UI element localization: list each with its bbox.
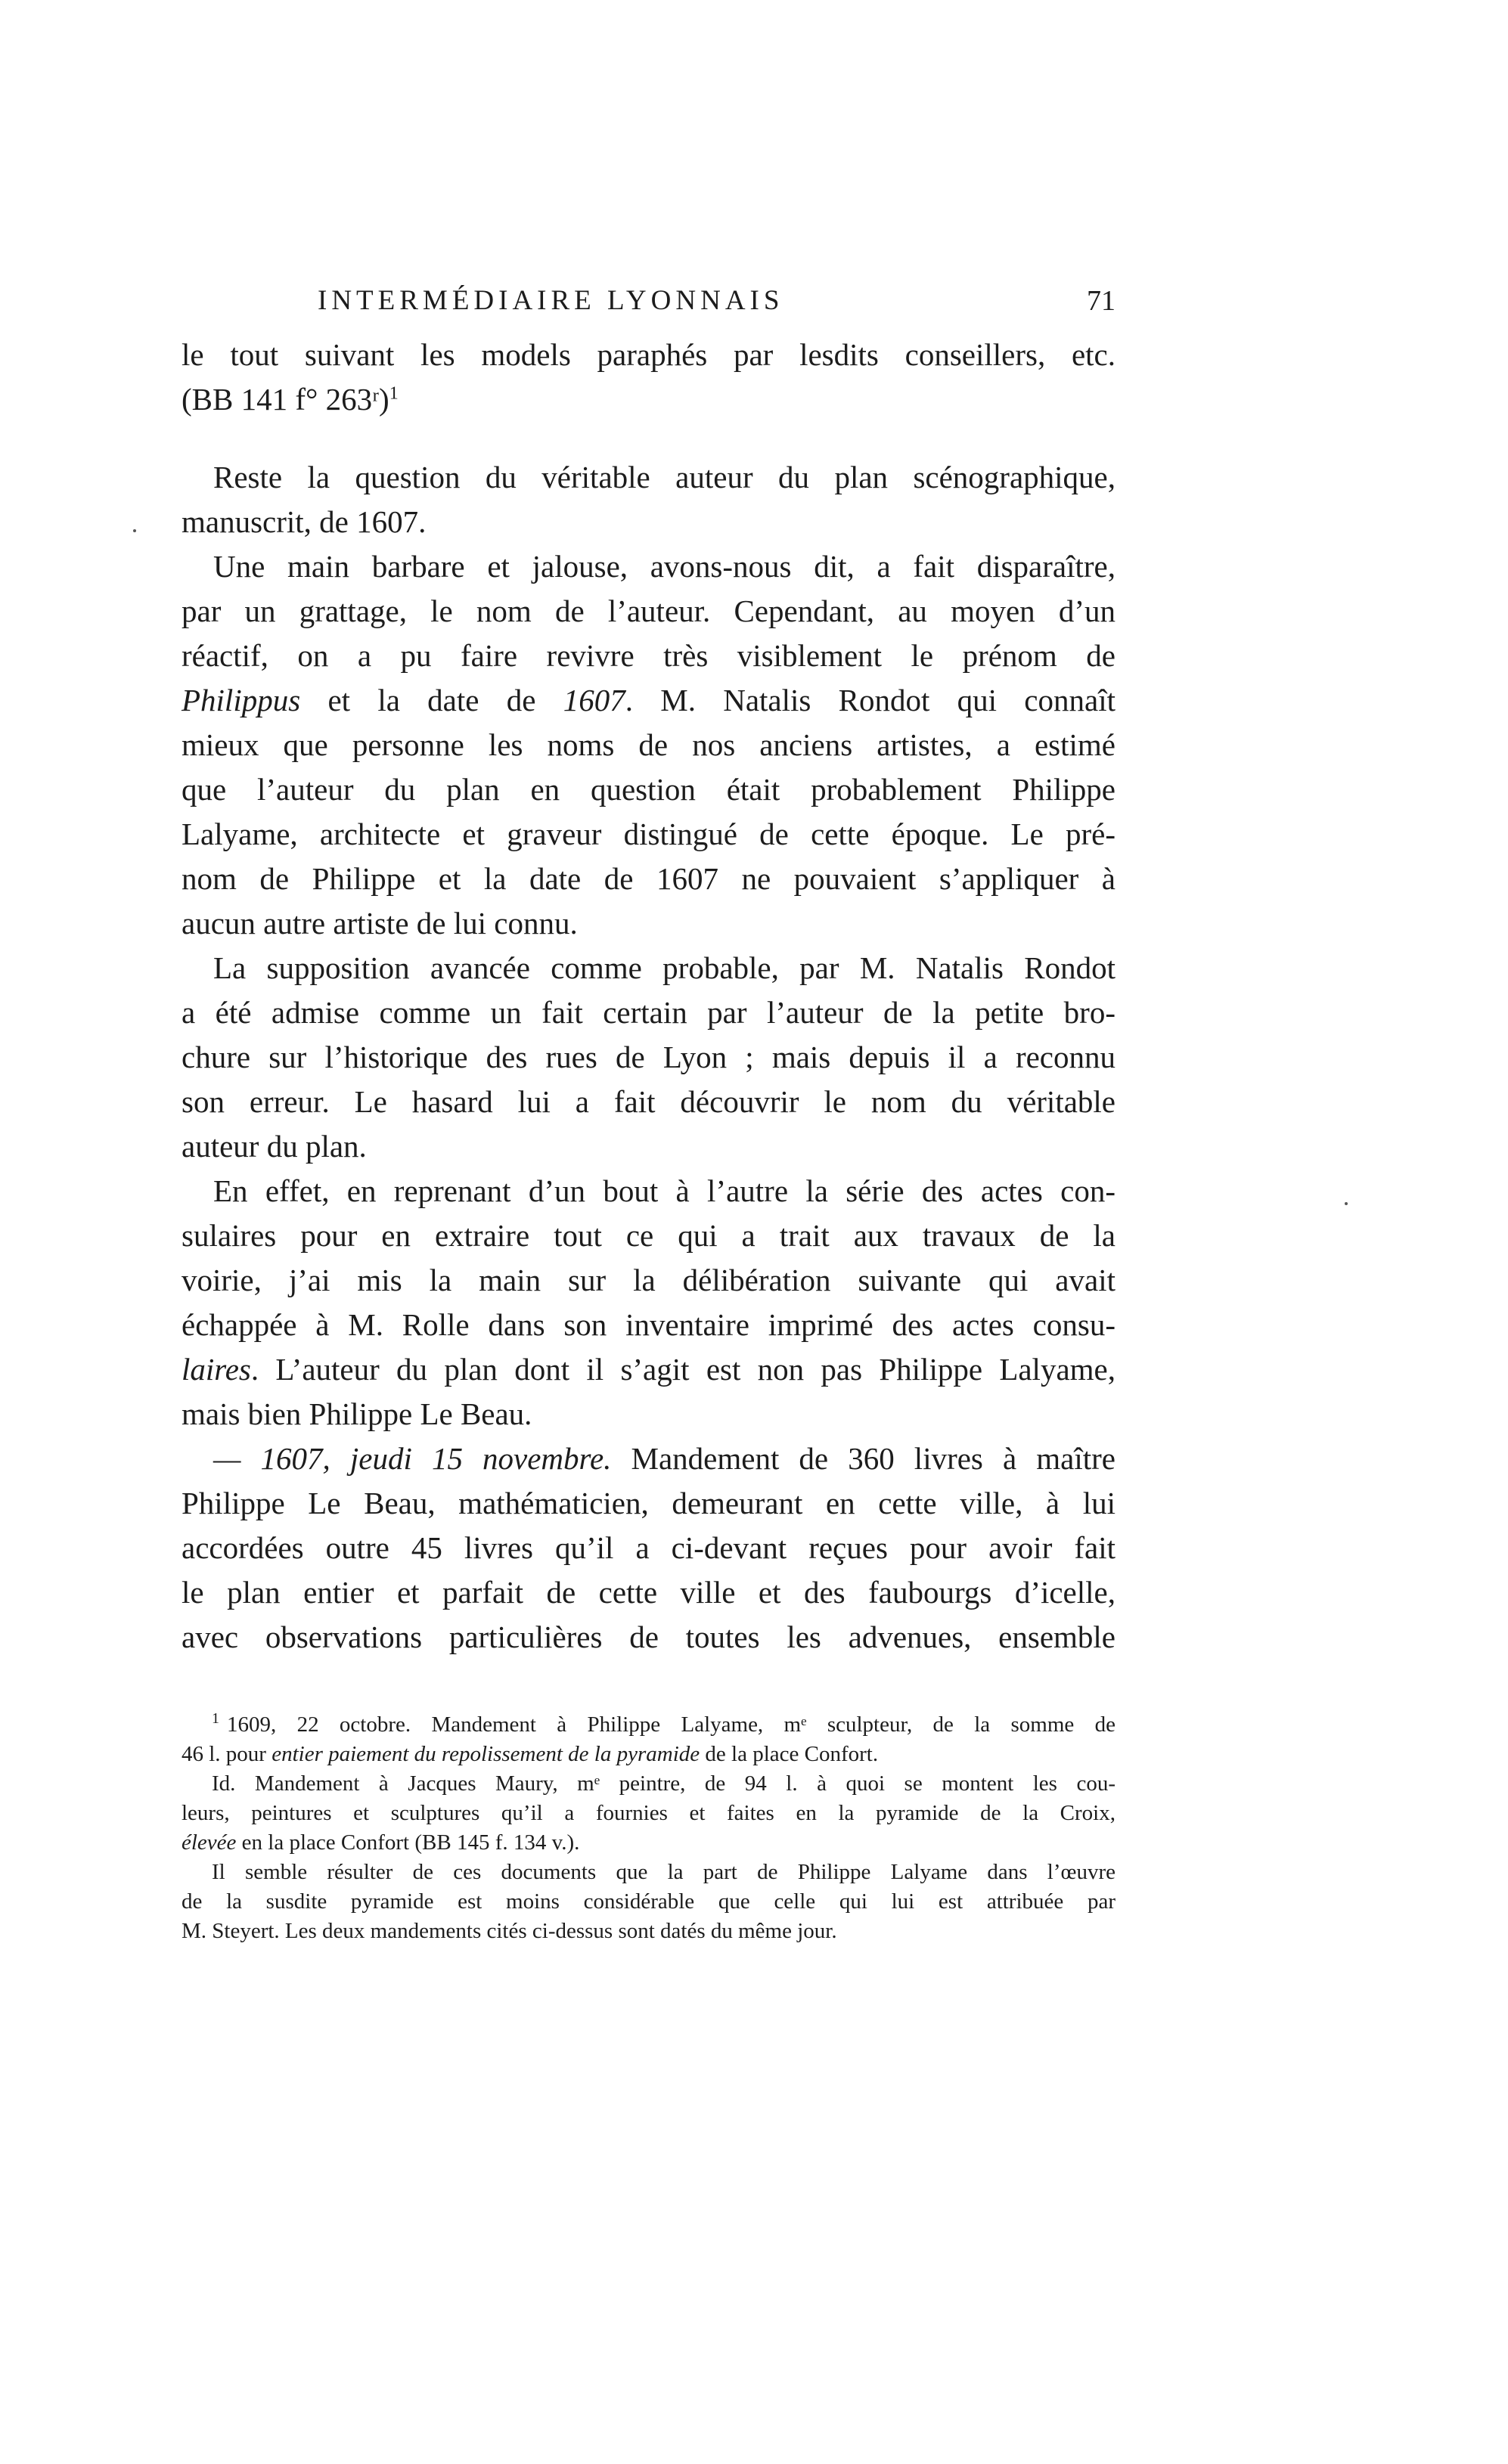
footnotes: [182, 1710, 1115, 1946]
text-line: sulaires pour en extraire tout ce qui a trait aux travaux de la: [182, 1218, 1115, 1253]
footnote-reference: 1: [389, 383, 399, 404]
text-line: mais bien Philippe Le Beau.: [182, 1396, 532, 1431]
footnote-line: Id. Mandement à Jacques Maury, mᵉ peintre, de 94 l. à quoi se montent les cou-: [212, 1771, 1115, 1796]
text-line: mieux que personne les noms de nos anciens artistes, a estimé: [182, 727, 1115, 762]
footnote-line: Il semble résulter de ces documents que la part de Philippe Lalyame dans l’œuvre: [212, 1860, 1115, 1884]
text-line: accordées outre 45 livres qu’il a ci-devant reçues pour avoir fait: [182, 1530, 1115, 1565]
print-speck: [1345, 1202, 1348, 1205]
text-line: chure sur l’historique des rues de Lyon ; mais depuis il a reconnu: [182, 1040, 1115, 1074]
text-line: Une main barbare et jalouse, avons-nous dit, a fait disparaître,: [213, 549, 1115, 584]
page-number: 71: [1087, 285, 1115, 317]
text-line: voirie, j’ai mis la main sur la délibération suivante qui avait: [182, 1263, 1115, 1297]
text-line: manuscrit, de 1607.: [182, 504, 427, 539]
text-line: par un grattage, le nom de l’auteur. Cependant, au moyen d’un: [182, 594, 1115, 628]
text-line: Philippe Le Beau, mathématicien, demeurant en cette ville, à lui: [182, 1486, 1115, 1520]
text-line: réactif, on a pu faire revivre très visiblement le prénom de: [182, 638, 1115, 673]
footnote-line: $^1$ 1609, 22 octobre. Mandement à Philippe Lalyame, mᵉ sculpteur, de la somme de: [212, 1710, 1115, 1737]
main-text: [182, 333, 1115, 1660]
text-line: aucun autre artiste de lui connu.: [182, 906, 578, 941]
text-line: Lalyame, architecte et graveur distingué de cette époque. Le pré-: [182, 817, 1115, 851]
text-line: le plan entier et parfait de cette ville et des faubourgs d’icelle,: [182, 1575, 1115, 1610]
text-line: son erreur. Le hasard lui a fait découvrir le nom du véritable: [182, 1084, 1115, 1119]
print-speck: [133, 529, 136, 532]
text-line: — 1607, jeudi 15 novembre. Mandement de 360 livres à maître: [213, 1441, 1115, 1476]
text-line: laires. L’auteur du plan dont il s’agit est non pas Philippe Lalyame,: [182, 1352, 1115, 1387]
text-line: a été admise comme un fait certain par l’auteur de la petite bro-: [182, 995, 1115, 1030]
footnote-line: de la susdite pyramide est moins considérable que celle qui lui est attribuée par: [182, 1889, 1115, 1914]
text-line: le tout suivant les models paraphés par lesdits conseillers, etc.: [182, 337, 1115, 372]
text-line: Reste la question du véritable auteur du plan scénographique,: [213, 460, 1115, 494]
running-header: [182, 278, 1115, 324]
text-line: que l’auteur du plan en question était probablement Philippe: [182, 772, 1115, 807]
text-line: nom de Philippe et la date de 1607 ne pouvaient s’appliquer à: [182, 861, 1115, 896]
footnote-line: 46 l. pour entier paiement du repolissement de la pyramide de la place Confort.: [182, 1742, 879, 1766]
footnote-line: élevée en la place Confort (BB 145 f. 134 v.).: [182, 1830, 580, 1855]
text-line: (BB 141 f° 263ʳ)$^1$: [182, 382, 399, 417]
footnote-line: M. Steyert. Les deux mandements cités ci-dessus sont datés du même jour.: [182, 1919, 837, 1943]
footnote-line: leurs, peintures et sculptures qu’il a fournies et faites en la pyramide de la Croix,: [182, 1801, 1115, 1825]
text-line: échappée à M. Rolle dans son inventaire imprimé des actes consu-: [182, 1307, 1115, 1342]
text-line: Philippus et la date de 1607. M. Natalis Rondot qui connaît: [182, 683, 1115, 718]
text-line: auteur du plan.: [182, 1129, 367, 1164]
text-line: avec observations particulières de toutes les advenues, ensemble: [182, 1619, 1115, 1654]
text-line: La supposition avancée comme probable, par M. Natalis Rondot: [213, 950, 1115, 985]
footnote-marker: 1: [212, 1710, 219, 1728]
text-line: En effet, en reprenant d’un bout à l’autre la série des actes con-: [213, 1173, 1115, 1208]
running-title: INTERMÉDIAIRE LYONNAIS: [318, 285, 784, 316]
